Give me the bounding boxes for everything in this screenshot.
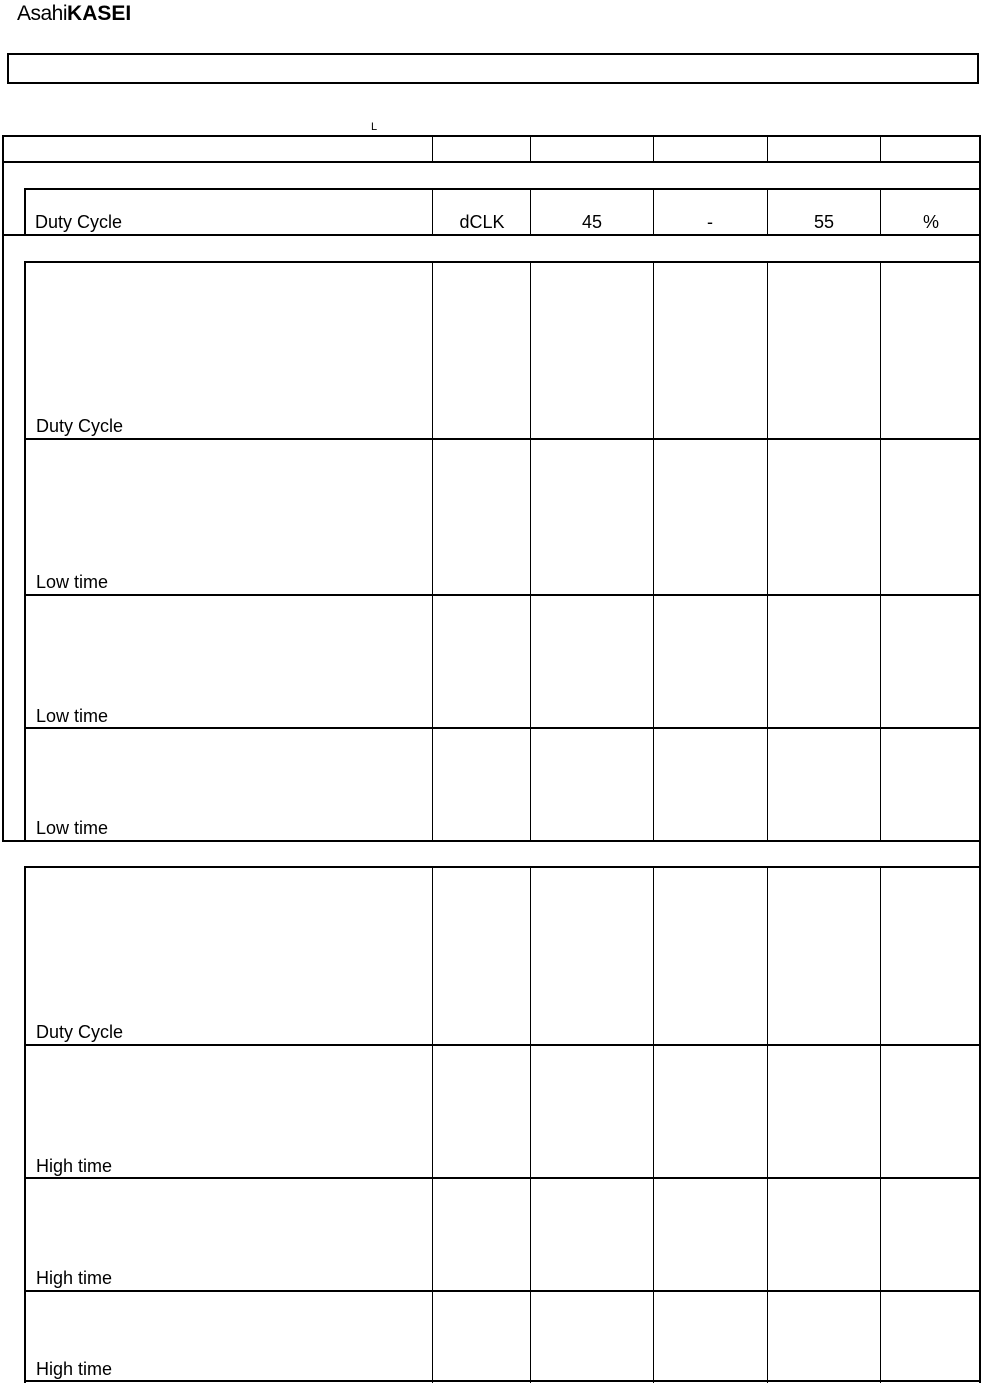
group2-row-2-parameter: High time [36, 1156, 113, 1176]
group1-row-4-parameter: Low time [36, 818, 109, 838]
group1-row-2-parameter: Low time [36, 572, 109, 592]
row-duty-parameter: Duty Cycle [35, 212, 123, 232]
logo-text-bold: KASEI [67, 2, 132, 25]
row-duty-symbol: dCLK [459, 212, 505, 232]
note-mark: L [371, 121, 378, 133]
group1-row-3-parameter: Low time [36, 706, 109, 726]
group2-row-4-parameter: High time [36, 1359, 113, 1379]
group2-row-3-parameter: High time [36, 1268, 113, 1288]
row-duty-unit: % [922, 212, 940, 232]
logo-text-light: Asahi [17, 2, 68, 25]
row-duty-min: 45 [581, 212, 603, 232]
row-duty-typ: - [707, 212, 713, 232]
row-duty-max: 55 [813, 212, 835, 232]
group2-row-1-parameter: Duty Cycle [36, 1022, 124, 1042]
group1-row-1-parameter: Duty Cycle [36, 416, 124, 436]
